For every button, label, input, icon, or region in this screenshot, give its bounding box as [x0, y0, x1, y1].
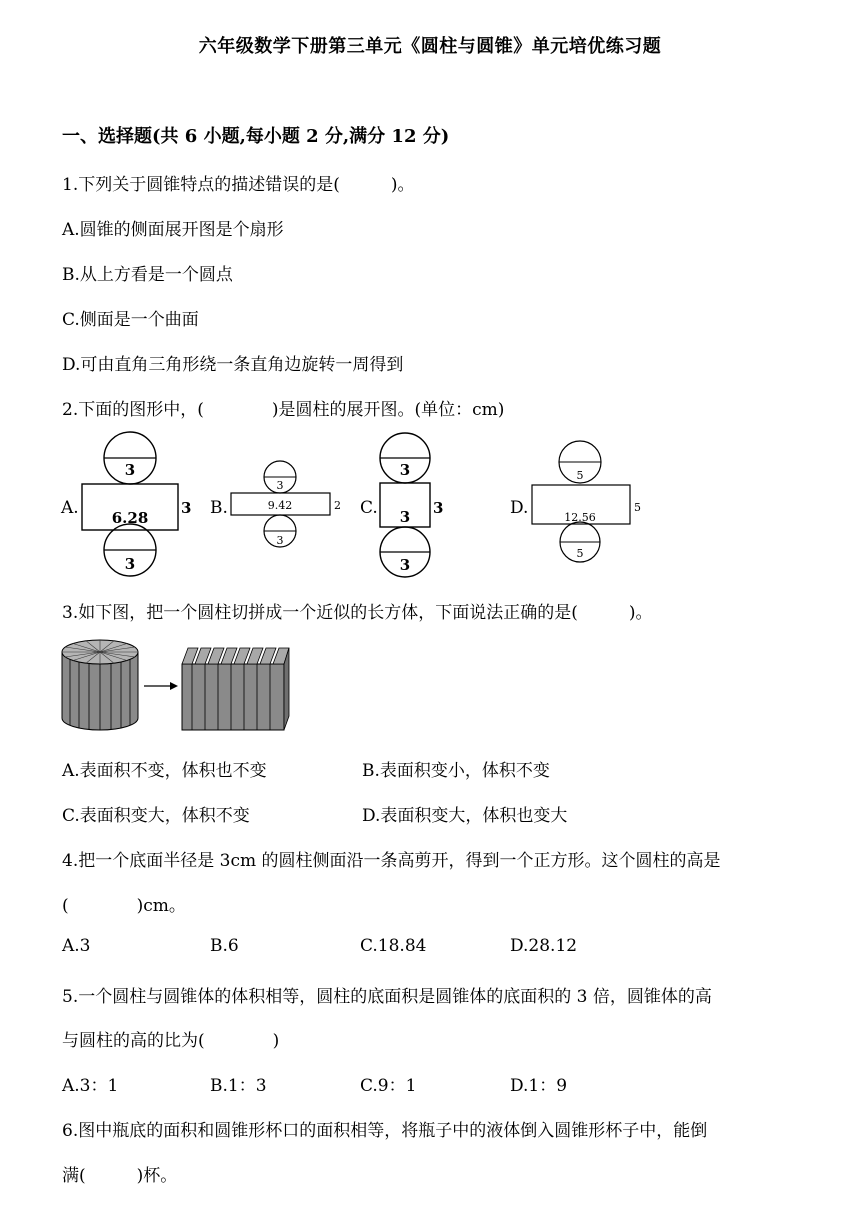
- cuboid-front: [182, 664, 284, 730]
- q4-option-c: C.18.84: [360, 936, 427, 956]
- q3-option-b: B.表面积变小，体积不变: [362, 761, 550, 781]
- net-b-label: B.: [210, 498, 228, 518]
- arrow-icon: [144, 682, 178, 690]
- net-d-rect-label: 12.56: [564, 511, 596, 524]
- net-b-top-label: 3: [276, 479, 284, 492]
- net-c-top-label: 3: [399, 461, 411, 479]
- q4-stem-cont: ( )cm。: [62, 896, 186, 916]
- net-figure-d: [510, 441, 641, 562]
- q1-stem: 1.下列关于圆锥特点的描述错误的是( )。: [62, 175, 415, 195]
- q4-options: [62, 936, 822, 958]
- q2-stem: 2.下面的图形中，( )是圆柱的展开图。(单位：cm): [62, 400, 505, 420]
- net-b-bottom-label: 3: [276, 534, 284, 547]
- page-title: 六年级数学下册第三单元《圆柱与圆锥》单元培优练习题: [198, 36, 662, 57]
- net-d-top-label: 5: [576, 469, 584, 482]
- net-figure-a: [60, 432, 191, 576]
- q1-option-b: B.从上方看是一个圆点: [62, 265, 233, 285]
- q5-stem: 5.一个圆柱与圆锥体的体积相等，圆柱的底面积是圆锥体的底面积的 3 倍，圆锥体的高: [62, 987, 712, 1007]
- net-c-side-label: 3: [433, 499, 444, 517]
- q6-stem-cont: 满( )杯。: [62, 1166, 178, 1186]
- net-c-bottom-label: 3: [399, 556, 411, 574]
- net-c-label: C.: [360, 498, 378, 518]
- cylinder-top-sectors: [62, 640, 138, 664]
- net-a-label: A.: [61, 498, 79, 518]
- q5-stem-cont: 与圆柱的高的比为( ): [62, 1031, 280, 1051]
- q4-option-a: A.3: [62, 936, 91, 956]
- cuboid-illustration: [182, 648, 289, 730]
- q3-option-c: C.表面积变大，体积不变: [62, 806, 250, 826]
- q1-option-c: C.侧面是一个曲面: [62, 310, 199, 330]
- q4-option-d: D.28.12: [510, 936, 578, 956]
- q3-cylinder-figure: [58, 636, 308, 736]
- q5-option-a: A.3：1: [62, 1076, 119, 1096]
- net-d-side-label: 5: [634, 501, 641, 514]
- cuboid-side: [284, 648, 289, 730]
- q3-options-row-2: [62, 801, 822, 826]
- q1-option-d: D.可由直角三角形绕一条直角边旋转一周得到: [62, 355, 404, 375]
- cylinder-illustration: [62, 640, 138, 730]
- net-figure-c: [360, 433, 443, 577]
- q3-stem: 3.如下图，把一个圆柱切拼成一个近似的长方体，下面说法正确的是( )。: [62, 603, 653, 623]
- q3-option-a: A.表面积不变，体积也不变: [62, 761, 267, 781]
- cuboid-top-teeth: [182, 648, 289, 664]
- q5-option-c: C.9：1: [360, 1076, 417, 1096]
- q4-stem: 4.把一个底面半径是 3cm 的圆柱侧面沿一条高剪开，得到一个正方形。这个圆柱的高是: [62, 851, 721, 871]
- cylinder-side-stripes: [70, 658, 130, 730]
- net-a-bottom-label: 3: [124, 555, 136, 573]
- q3-option-d: D.表面积变大，体积也变大: [362, 806, 568, 826]
- net-d-bottom-label: 5: [576, 547, 584, 560]
- net-a-rect-label: 6.28: [111, 509, 149, 527]
- net-d-label: D.: [510, 498, 529, 518]
- q4-option-b: B.6: [210, 936, 239, 956]
- q5-options: [62, 1071, 822, 1096]
- net-a-side-label: 3: [181, 499, 192, 517]
- section-heading: 一、选择题(共 6 小题,每小题 2 分,满分 12 分): [62, 126, 450, 147]
- q6-stem: 6.图中瓶底的面积和圆锥形杯口的面积相等，将瓶子中的液体倒入圆锥形杯子中，能倒: [62, 1121, 708, 1141]
- q5-option-b: B.1：3: [210, 1076, 267, 1096]
- q1-option-a: A.圆锥的侧面展开图是个扇形: [62, 220, 284, 240]
- net-figure-b: [210, 461, 341, 547]
- net-b-rect-label: 9.42: [267, 499, 293, 512]
- q2-net-figures: [55, 428, 675, 580]
- q3-options-row-1: [62, 756, 822, 781]
- q5-option-d: D.1：9: [510, 1076, 568, 1096]
- net-a-top-label: 3: [124, 461, 136, 479]
- net-c-rect-label: 3: [399, 508, 411, 526]
- net-b-side-label: 2: [334, 499, 341, 512]
